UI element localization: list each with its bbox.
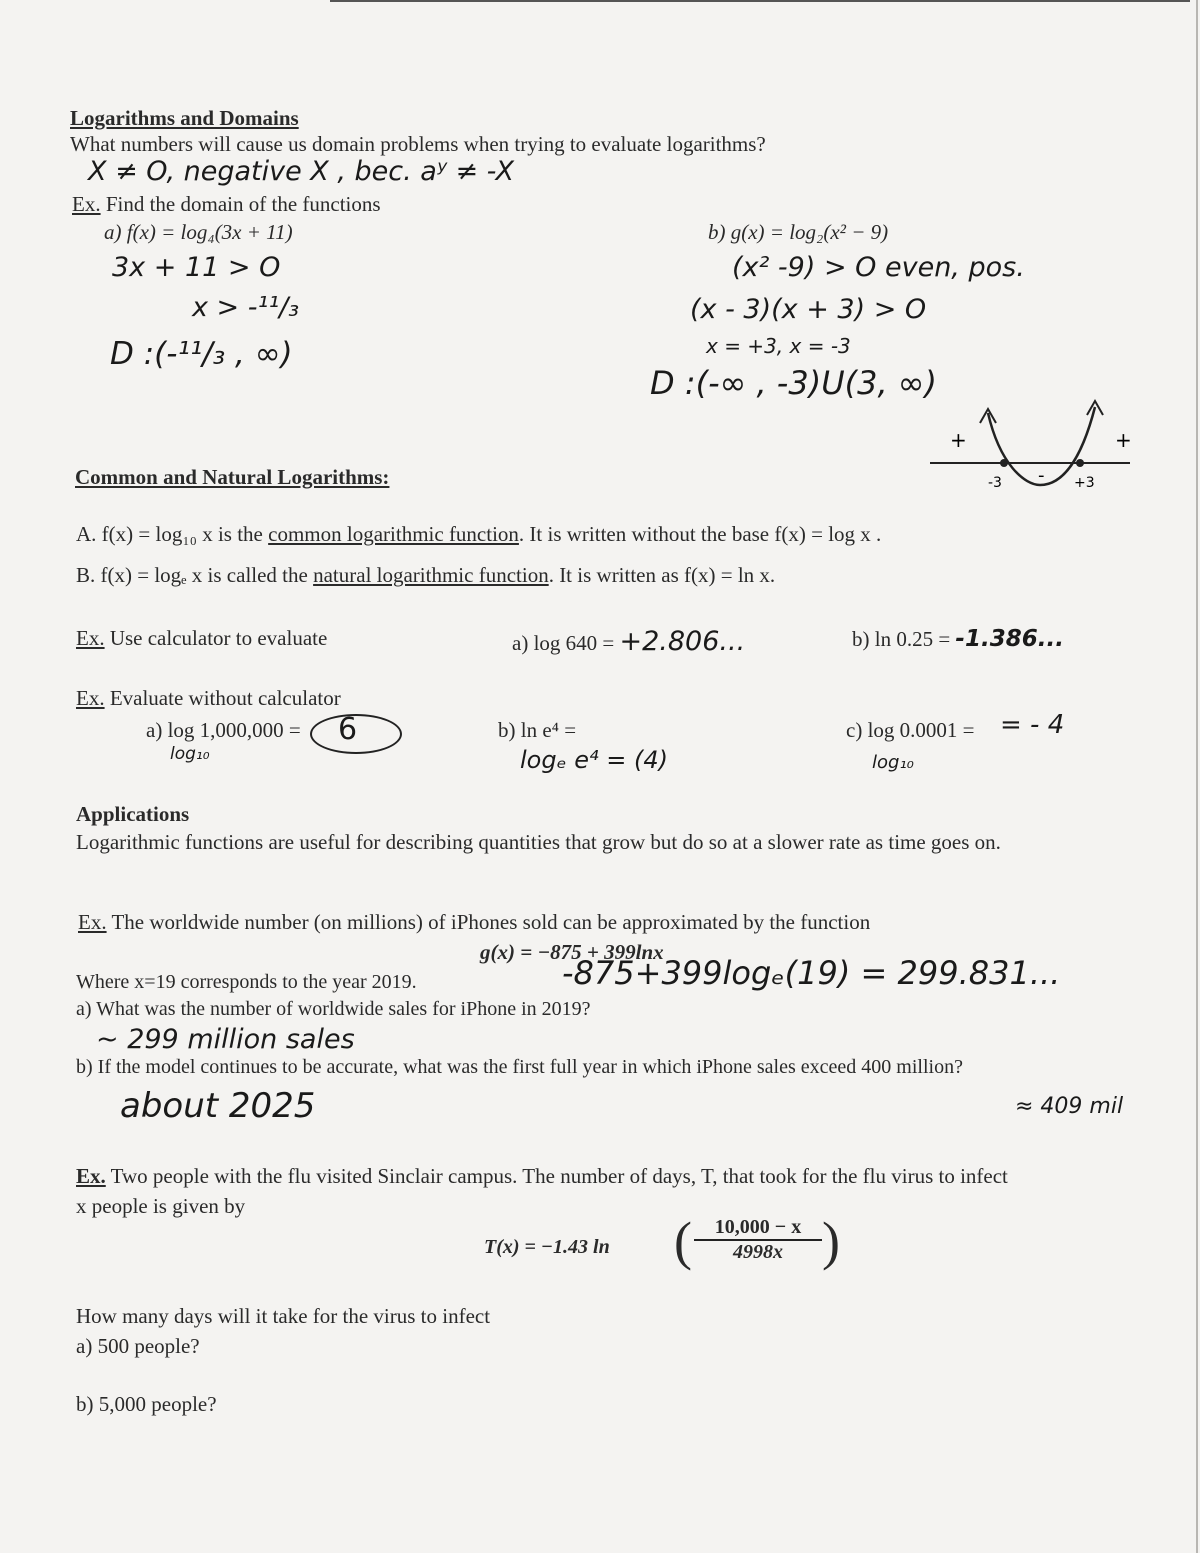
example-no-calculator: Ex. Evaluate without calculator xyxy=(76,686,341,710)
calc-a: a) log 640 = +2.806... xyxy=(512,626,746,657)
iphone-question-a: a) What was the number of worldwide sales for iPhone in 2019? xyxy=(76,998,591,1020)
example-calculator: Ex. Use calculator to evaluate xyxy=(76,626,328,650)
nocalc-b: b) ln e⁴ = xyxy=(498,718,577,742)
iphone-answer-b: about 2025 xyxy=(120,1086,316,1126)
section-title-applications: Applications xyxy=(76,802,190,826)
flu-question: How many days will it take for the virus to infect xyxy=(76,1304,491,1328)
sketch-label-neg3: -3 xyxy=(988,475,1002,491)
section-title-logs-domains: Logarithms and Domains xyxy=(70,106,299,130)
work-a-line2: x > -¹¹/₃ xyxy=(192,292,300,323)
flu-question-a: a) 500 people? xyxy=(76,1334,200,1358)
function-b: b) g(x) = log₂(x² − 9) xyxy=(708,220,889,244)
definition-natural-log: B. f(x) = logₑ x is called the natural logarithmic function. It is written as f(x) = ln x. xyxy=(76,563,776,587)
flu-question-b: b) 5,000 people? xyxy=(76,1392,217,1416)
flu-paren-right: ) xyxy=(822,1211,840,1271)
work-a-line1: 3x + 11 > O xyxy=(112,252,281,283)
iphone-answer-b-note: ≈ 409 mil xyxy=(1015,1094,1124,1119)
domain-question: What numbers will cause us domain problems when trying to evaluate logarithms? xyxy=(70,132,766,156)
applications-intro: Logarithmic functions are useful for describing quantities that grow but do so at a slower rate as time goes on. xyxy=(76,830,1001,854)
sketch-root-left xyxy=(1000,459,1008,467)
domain-a-answer: D :(-¹¹/₃ , ∞) xyxy=(110,336,293,372)
top-edge-line xyxy=(330,0,1190,2)
iphone-example-text: Ex. The worldwide number (on millions) of iPhones sold can be approximated by the function xyxy=(78,910,871,934)
sketch-minus: - xyxy=(1038,465,1045,486)
flu-numerator: 10,000 − x xyxy=(694,1216,822,1241)
nocalc-b-answer: logₑ e⁴ = (4) xyxy=(520,746,668,774)
sketch-plus-left: + xyxy=(950,428,967,452)
flu-example-text: Ex. Two people with the flu visited Sinclair campus. The number of days, T, that took for the flu virus to infect xyxy=(76,1164,1008,1188)
flu-denominator: 4998x xyxy=(733,1241,783,1263)
definition-common-log: A. f(x) = log₁₀ x is the common logarithmic function. It is written without the base f(x) = log x . xyxy=(76,522,882,546)
section-title-common-natural: Common and Natural Logarithms: xyxy=(75,465,390,489)
work-b-line1: (x² -9) > O even, pos. xyxy=(732,252,1025,283)
nocalc-a-note: log₁₀ xyxy=(170,744,210,764)
nocalc-c: c) log 0.0001 = xyxy=(846,718,975,742)
flu-formula-lhs: T(x) = −1.43 ln xyxy=(484,1236,610,1258)
nocalc-c-note: log₁₀ xyxy=(872,752,914,773)
iphone-question-b: b) If the model continues to be accurate, what was the first full year in which iPhone sales exceed 400 million? xyxy=(76,1056,963,1078)
nocalc-c-answer: = - 4 xyxy=(1000,710,1065,740)
iphone-calc-handwritten: -875+399logₑ(19) = 299.831... xyxy=(562,954,1061,992)
sketch-label-pos3: +3 xyxy=(1074,475,1095,491)
work-b-line2: (x - 3)(x + 3) > O xyxy=(690,294,927,325)
sketch-plus-right: + xyxy=(1115,428,1132,452)
nocalc-a: a) log 1,000,000 = xyxy=(146,718,301,742)
sketch-root-right xyxy=(1076,459,1084,467)
scan-edge xyxy=(1196,0,1198,1553)
flu-example-text2: x people is given by xyxy=(76,1194,246,1218)
work-b-line3: x = +3, x = -3 xyxy=(706,334,851,358)
parabola-sketch xyxy=(930,395,1140,495)
flu-paren-left: ( xyxy=(674,1211,692,1271)
domain-b-answer: D :(-∞ , -3)U(3, ∞) xyxy=(650,364,937,402)
domain-answer-handwritten: X ≠ O, negative X , bec. aʸ ≠ -X xyxy=(88,156,514,187)
iphone-formula: g(x) = −875 + 399lnx xyxy=(480,940,664,964)
calc-b: b) ln 0.25 = -1.386... xyxy=(852,626,1064,652)
nocalc-a-answer: 6 xyxy=(338,712,358,747)
iphone-where: Where x=19 corresponds to the year 2019. xyxy=(76,971,417,993)
example-find-domain: Ex. Find the domain of the functions xyxy=(72,192,381,216)
function-a: a) f(x) = log₄(3x + 11) xyxy=(104,220,293,244)
iphone-answer-a: ~ 299 million sales xyxy=(96,1024,355,1055)
flu-fraction xyxy=(694,1216,822,1264)
